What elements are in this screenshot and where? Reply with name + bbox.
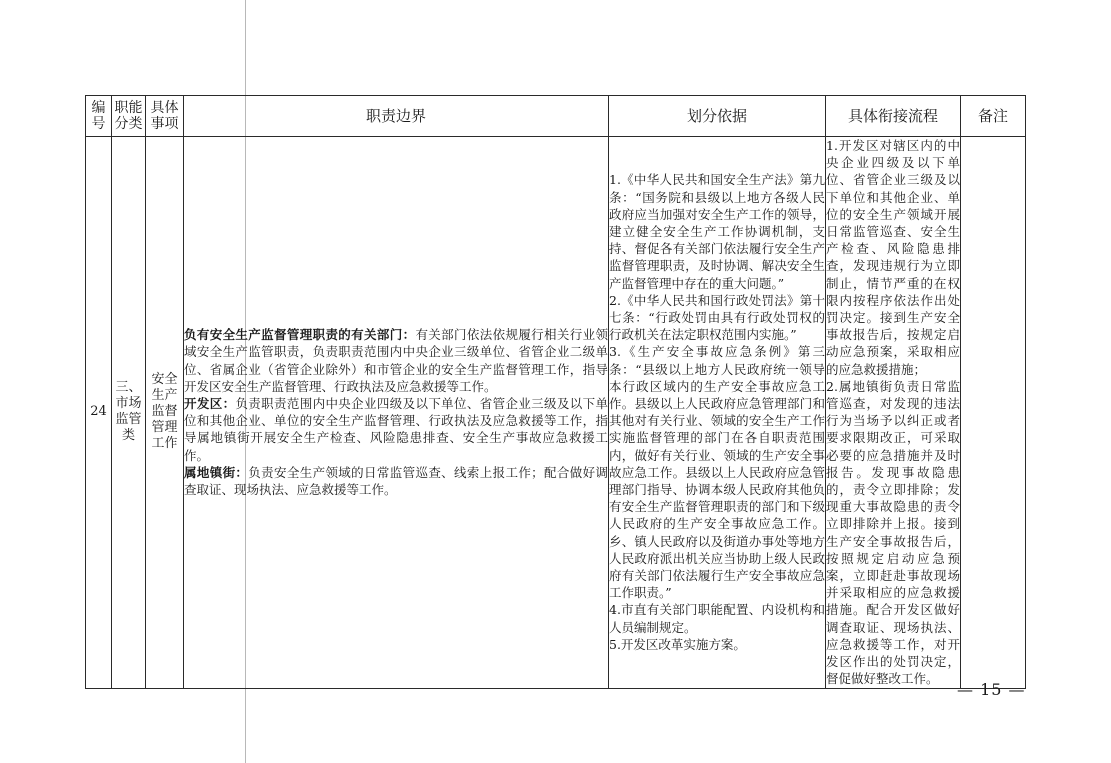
row-category: 三、市场监管类	[112, 137, 146, 689]
header-notes: 备注	[961, 96, 1026, 137]
header-id: 编号	[86, 96, 112, 137]
process-item: 1.开发区对辖区内的中央企业四级及以下单位、省管企业三级及以下单位和其他企业、单位的安全生产领域开展日常监管巡查、安全生产检查、风险隐患排查，发现违规行为立即制止，情节严重的在权限内按程序依法作出处罚决定。接到生产安全事故报告后，按规定启动应急预案，采取相应的应急救援措施；	[826, 138, 960, 377]
basis-item: 4.市直有关部门职能配置、内设机构和人员编制规定。	[609, 602, 825, 635]
row-item: 安全生产监督管理工作	[146, 137, 184, 689]
basis-item: 2.《中华人民共和国行政处罚法》第十七条：“行政处罚由具有行政处罚权的行政机关在法定职权范围内实施。”	[609, 292, 825, 343]
basis-item: 3.《生产安全事故应急条例》第三条：“县级以上地方人民政府统一领导本行政区域内的生产安全事故应急工作。县级以上人民政府应急管理部门和其他对有关行业、领域的安全生产工作实施监督管理的部门在各自职责范围内，做好有关行业、领域的生产安全事故应急工作。县级以上人民政府应急管理部门指导、协调本级人民政府其他负有安全生产监督管理职责的部门和下级人民政府的生产安全事故应急工作。乡、镇人民政府以及街道办事处等地方人民政府派出机关应当协助上级人民政府有关部门依法履行生产安全事故应急工作职责。”	[609, 344, 825, 601]
table-row	[86, 137, 1026, 689]
header-row	[86, 96, 1026, 137]
row-notes	[961, 137, 1026, 689]
basis-item: 5.开发区改革实施方案。	[609, 636, 746, 652]
header-category: 职能分类	[112, 96, 146, 137]
responsibility-table	[85, 95, 1026, 689]
row-basis	[609, 137, 826, 689]
page-number: — 15 —	[957, 680, 1026, 699]
row-process	[826, 137, 961, 689]
basis-item: 1.《中华人民共和国安全生产法》第九条：“国务院和县级以上地方各级人民政府应当加强对安全生产工作的领导，建立健全安全生产工作协调机制，支持、督促各有关部门依法履行安全生产监督管理职责，及时协调、解决安全生产监督管理中存在的重大问题。”	[609, 172, 825, 291]
header-item: 具体事项	[146, 96, 184, 137]
process-item: 2.属地镇街负责日常监管巡查，对发现的违法行为当场予以纠正或者要求限期改正，可采取必要的应急措施并及时报告。发现事故隐患的，责令立即排除；发现重大事故隐患的责令立即排除并上报。接到生产安全事故报告后，按照规定启动应急预案，立即赶赴事故现场并采取相应的应急救援措施。配合开发区做好调查取证、现场执法、应急救援等工作，对开发区作出的处罚决定，督促做好整改工作。	[826, 378, 960, 687]
boundary-paragraph-dev-zone: 开发区：负责职责范围内中央企业四级及以下单位、省管企业三级及以下单位和其他企业、单位的安全生产监督管理、行政执法及应急救援等工作，指导属地镇街开展安全生产检查、风险隐患排查、安全生产事故应急救援工作。	[184, 396, 608, 463]
row-id: 24	[86, 137, 112, 689]
boundary-paragraph-town: 属地镇街：负责安全生产领域的日常监管巡查、线索上报工作；配合做好调查取证、现场执法、应急救援等工作。	[184, 464, 608, 498]
row-boundary	[184, 137, 609, 689]
header-basis: 划分依据	[609, 96, 826, 137]
header-boundary: 职责边界	[184, 96, 609, 137]
header-process: 具体衔接流程	[826, 96, 961, 137]
boundary-paragraph-departments: 负有安全生产监督管理职责的有关部门：有关部门依法依规履行相关行业领域安全生产监管职责，负责职责范围内中央企业三级单位、省管企业二级单位、省属企业（省管企业除外）和市管企业的安全生产监督管理工作，指导开发区安全生产监督管理、行政执法及应急救援等工作。	[184, 327, 608, 394]
